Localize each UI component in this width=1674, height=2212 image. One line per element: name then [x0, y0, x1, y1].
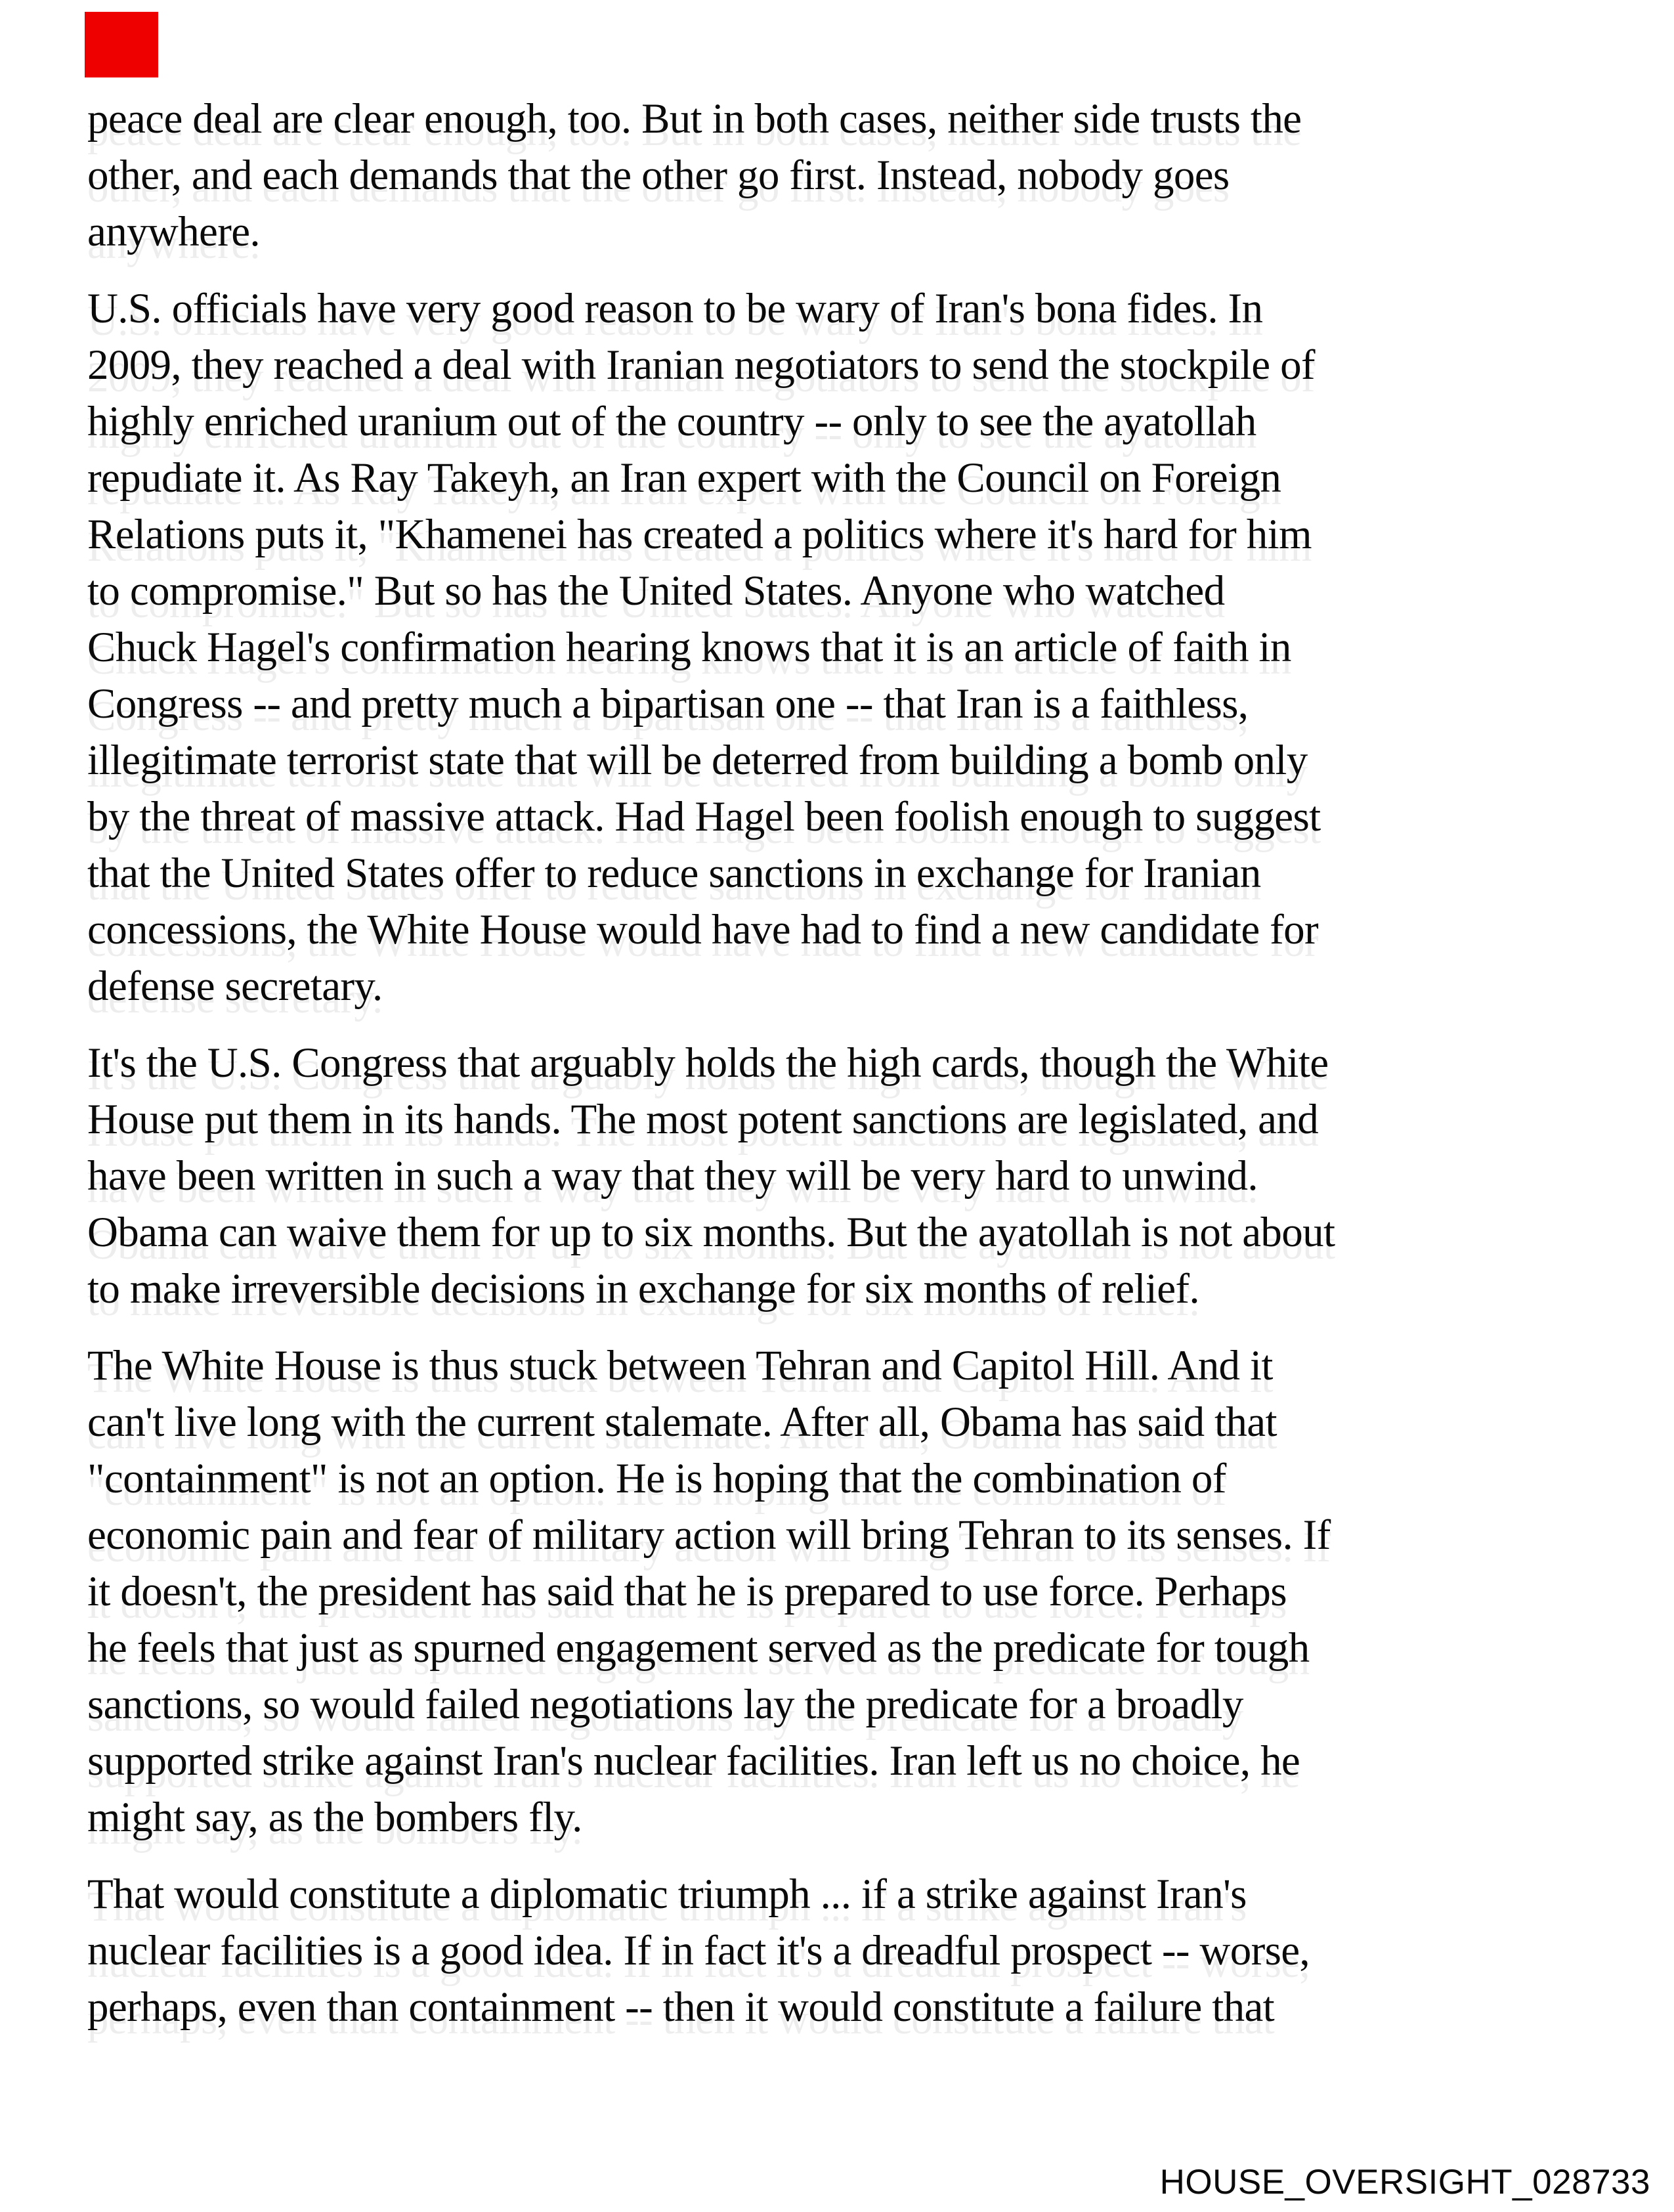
text-line: anywhere. [87, 208, 261, 255]
text-line: have been written in such a way that they will be very hard to unwind. [87, 1152, 1258, 1200]
text-line: "containment" is not an option. He is hoping that the combination of [87, 1455, 1226, 1502]
text-line: That would constitute a diplomatic triumph ... if a strike against Iran's [87, 1871, 1247, 1918]
text-line: U.S. officials have very good reason to be wary of Iran's bona fides. In [87, 285, 1263, 332]
text-line: other, and each demands that the other go first. Instead, nobody goes [87, 152, 1230, 199]
document-body [87, 0, 1591, 2035]
text-line: House put them in its hands. The most potent sanctions are legislated, and [87, 1096, 1319, 1143]
text-line: peace deal are clear enough, too. But in both cases, neither side trusts the [87, 95, 1302, 142]
text-line: highly enriched uranium out of the country -- only to see the ayatollah [87, 398, 1256, 445]
text-line: to make irreversible decisions in exchange for six months of relief. [87, 1265, 1200, 1312]
paragraph [87, 1866, 1591, 2035]
paragraph [87, 1337, 1591, 1846]
text-line: repudiate it. As Ray Takeyh, an Iran expert with the Council on Foreign [87, 454, 1281, 502]
text-line: might say, as the bombers fly. [87, 1794, 582, 1841]
text-line: to compromise." But so has the United States. Anyone who watched [87, 567, 1225, 615]
text-line: supported strike against Iran's nuclear facilities. Iran left us no choice, he [87, 1737, 1300, 1785]
paragraph [87, 91, 1591, 260]
text-line: concessions, the White House would have had to find a new candidate for [87, 906, 1319, 953]
text-line: nuclear facilities is a good idea. If in fact it's a dreadful prospect -- worse, [87, 1927, 1310, 1974]
text-line: it doesn't, the president has said that he is prepared to use force. Perhaps [87, 1568, 1287, 1615]
bates-number: HOUSE_OVERSIGHT_028733 [1159, 2163, 1650, 2201]
text-line: that the United States offer to reduce sanctions in exchange for Iranian [87, 850, 1261, 897]
text-line: Obama can waive them for up to six months. But the ayatollah is not about [87, 1209, 1335, 1256]
text-line: can't live long with the current stalemate. After all, Obama has said that [87, 1399, 1277, 1446]
text-line: It's the U.S. Congress that arguably holds the high cards, though the White [87, 1039, 1329, 1087]
text-line: Chuck Hagel's confirmation hearing knows that it is an article of faith in [87, 624, 1291, 671]
text-line: by the threat of massive attack. Had Hagel been foolish enough to suggest [87, 793, 1321, 840]
text-line: illegitimate terrorist state that will be deterred from building a bomb only [87, 737, 1308, 784]
text-line: perhaps, even than containment -- then it would constitute a failure that [87, 1984, 1275, 2031]
paragraph [87, 280, 1591, 1014]
text-line: he feels that just as spurned engagement served as the predicate for tough [87, 1624, 1310, 1672]
paragraph [87, 1035, 1591, 1317]
text-line: The White House is thus stuck between Tehran and Capitol Hill. And it [87, 1342, 1273, 1389]
text-line: defense secretary. [87, 963, 383, 1010]
text-line: Congress -- and pretty much a bipartisan one -- that Iran is a faithless, [87, 680, 1249, 727]
text-line: economic pain and fear of military action will bring Tehran to its senses. If [87, 1511, 1331, 1559]
text-line: 2009, they reached a deal with Iranian negotiators to send the stockpile of [87, 341, 1315, 389]
text-line: sanctions, so would failed negotiations lay the predicate for a broadly [87, 1681, 1243, 1728]
text-line: Relations puts it, "Khamenei has created a politics where it's hard for him [87, 511, 1312, 558]
